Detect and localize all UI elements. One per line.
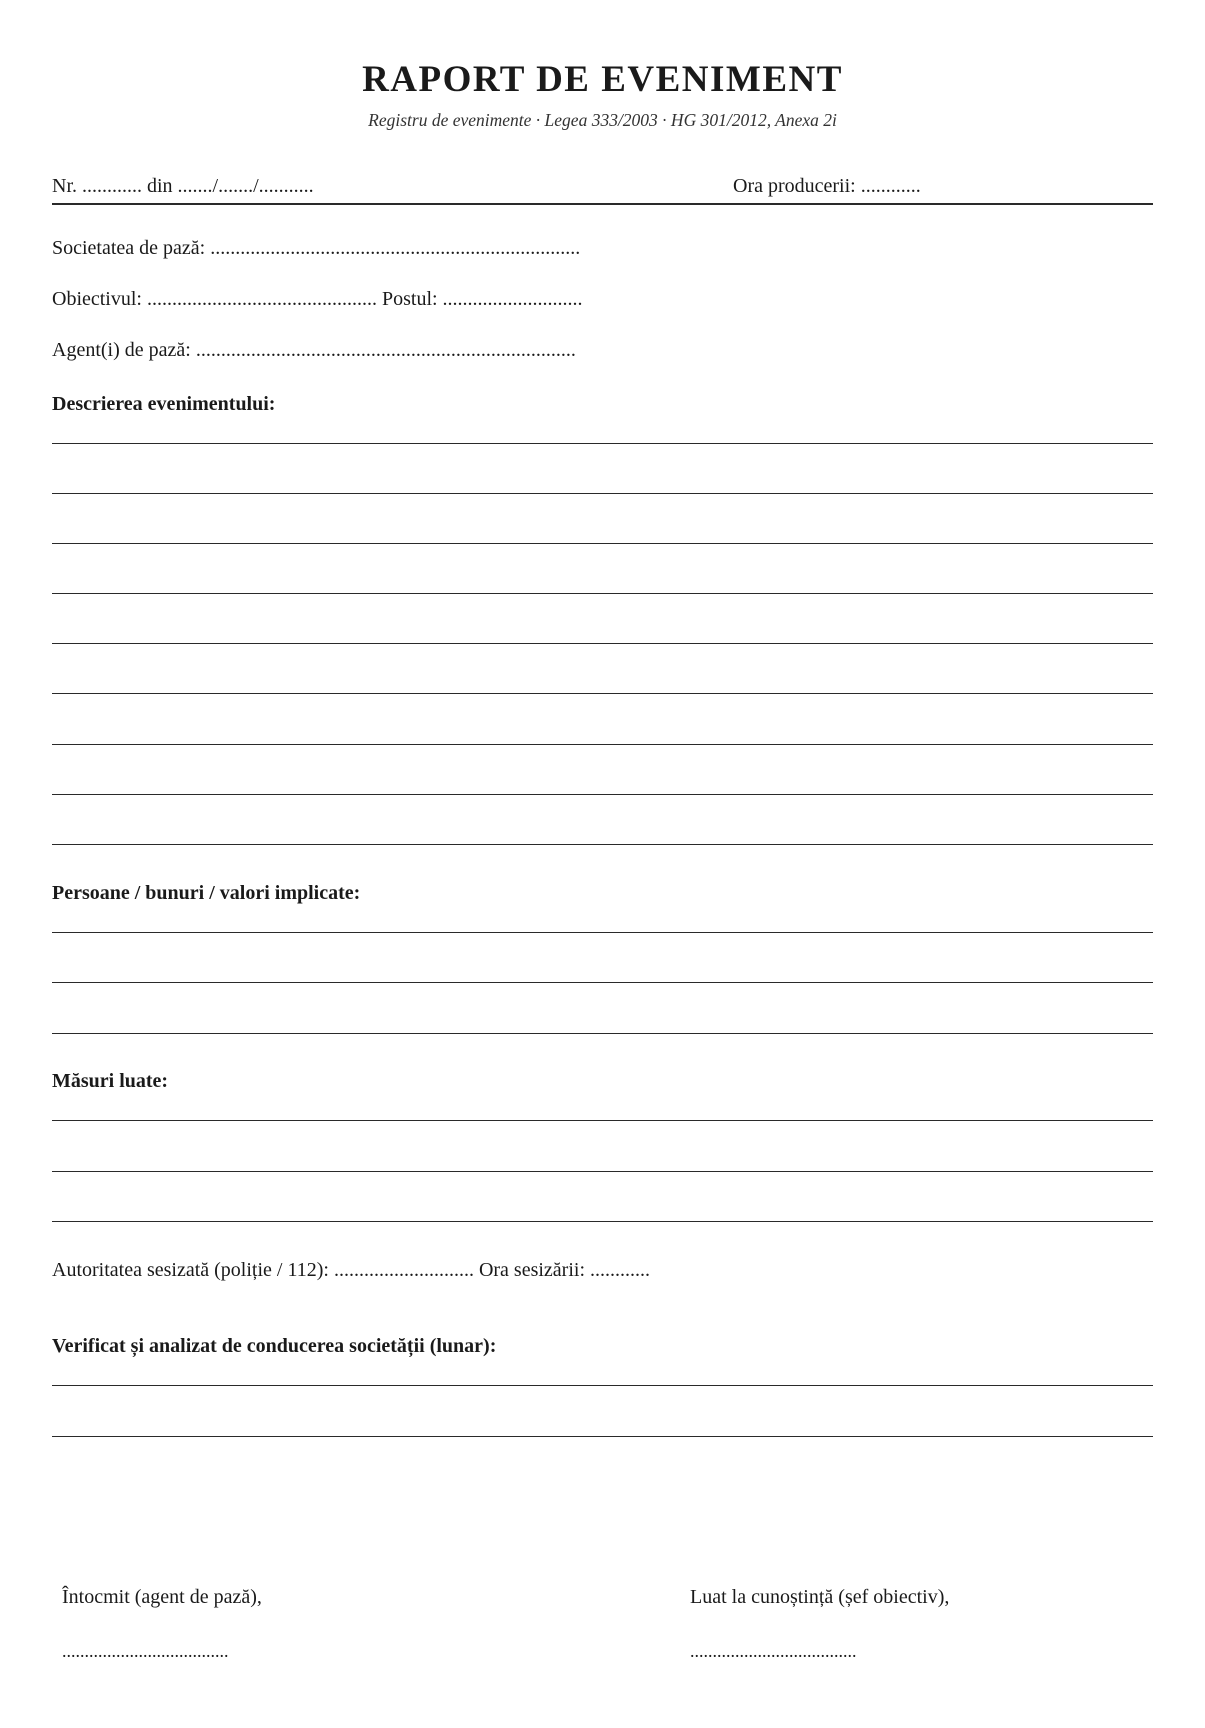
prepared-by-signature-line: .....................................: [62, 1641, 229, 1661]
prepared-by-label: Întocmit (agent de pază),: [62, 1586, 262, 1608]
authority-field: Autoritatea sesizată (poliție / 112): ............................ Ora sesizării: ............: [52, 1259, 651, 1281]
writing-line: [52, 794, 1153, 795]
writing-line: [52, 744, 1153, 745]
writing-line: [52, 493, 1153, 494]
acknowledged-by-label: Luat la cunoștință (șef obiectiv),: [690, 1586, 950, 1608]
writing-line: [52, 693, 1153, 694]
writing-line: [52, 443, 1153, 444]
writing-line: [52, 844, 1153, 845]
writing-line: [52, 982, 1153, 983]
number-date-field: Nr. ............ din ......./......./...........: [52, 175, 314, 197]
company-field: Societatea de pază: ..........................................................................: [52, 237, 581, 259]
writing-line: [52, 1385, 1153, 1386]
verified-heading: Verificat și analizat de conducerea societății (lunar):: [52, 1335, 497, 1357]
description-heading: Descrierea evenimentului:: [52, 393, 276, 415]
involved-heading: Persoane / bunuri / valori implicate:: [52, 882, 361, 904]
writing-line: [52, 1171, 1153, 1172]
writing-line: [52, 1033, 1153, 1034]
writing-line: [52, 932, 1153, 933]
objective-post-field: Obiectivul: .............................................. Postul: ............................: [52, 288, 583, 310]
writing-line: [52, 1221, 1153, 1222]
measures-heading: Măsuri luate:: [52, 1070, 169, 1092]
agents-field: Agent(i) de pază: ............................................................................: [52, 339, 576, 361]
writing-line: [52, 1436, 1153, 1437]
document-title: RAPORT DE EVENIMENT: [362, 59, 843, 100]
acknowledged-by-signature-line: .....................................: [690, 1641, 857, 1661]
writing-line: [52, 643, 1153, 644]
time-produced-field: Ora producerii: ............: [733, 175, 921, 197]
header-divider: [52, 203, 1153, 205]
writing-line: [52, 593, 1153, 594]
writing-line: [52, 543, 1153, 544]
writing-line: [52, 1120, 1153, 1121]
document-subtitle: Registru de evenimente · Legea 333/2003 · HG 301/2012, Anexa 2i: [368, 110, 837, 130]
